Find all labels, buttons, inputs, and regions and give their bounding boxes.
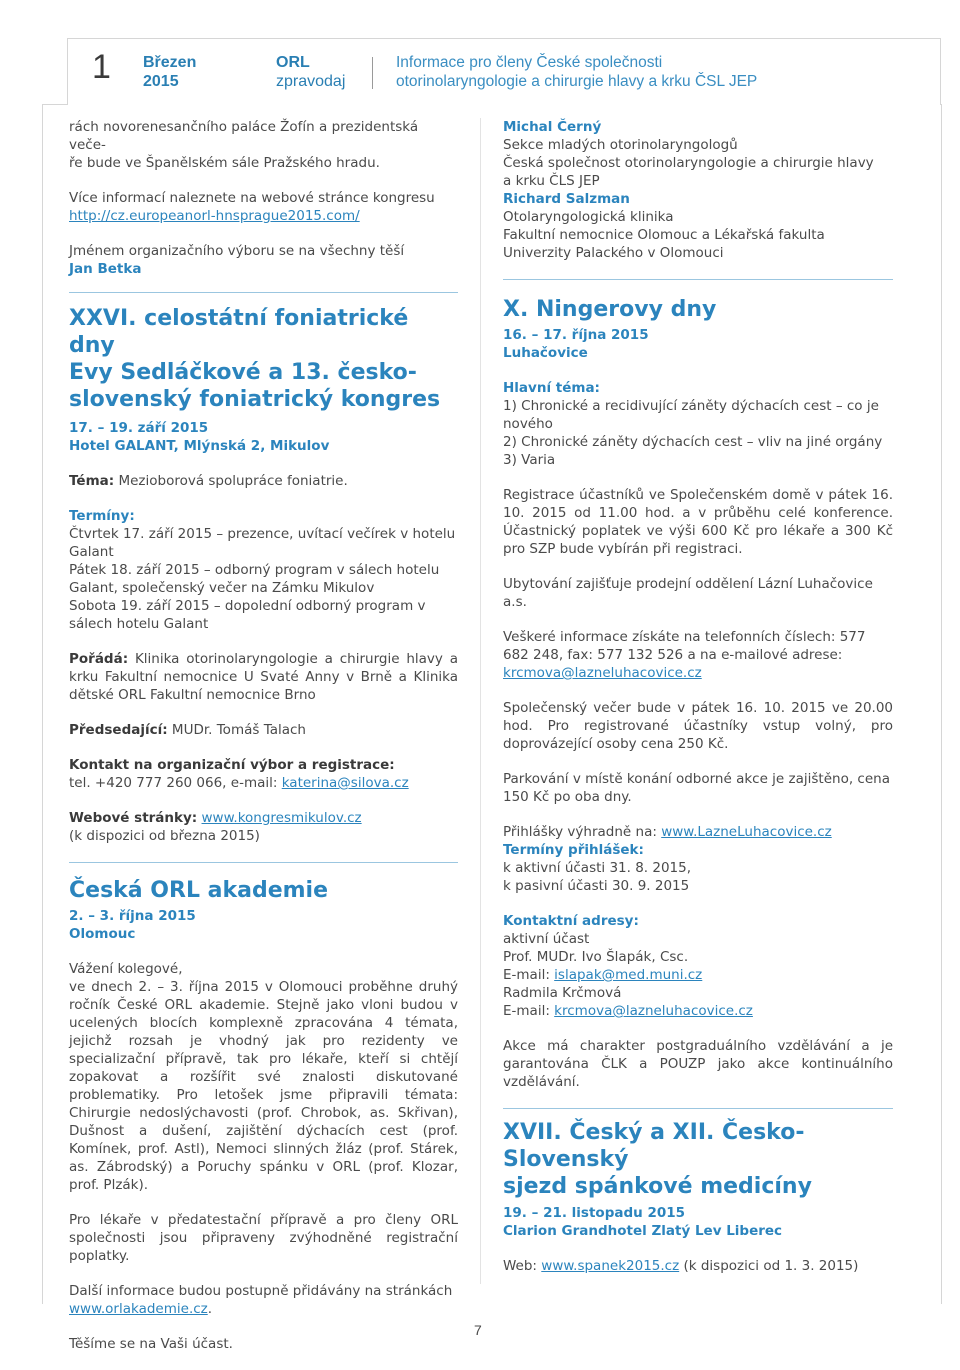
page-number: 7 (474, 1322, 482, 1338)
congress-link[interactable]: http://cz.europeanorl-hnsprague2015.com/ (69, 208, 360, 224)
congress-chair: Předsedající: MUDr. Tomáš Talach (69, 722, 306, 738)
academy-title: Česká ORL akademie (69, 878, 328, 903)
congress-dates-venue: 17. – 19. září 2015 Hotel GALANT, Mlýnská 2, Mikulov (69, 420, 330, 454)
divider (503, 1108, 893, 1109)
slapak-email-link[interactable]: islapak@med.muni.cz (554, 967, 703, 983)
congress-web-link[interactable]: www.kongresmikulov.cz (201, 810, 362, 826)
signature-name: Jan Betka (69, 261, 142, 277)
ningerovy-theme: Hlavní téma: 1) Chronické a recidivující záněty dýchacích cest – co je nového 2) Chronické záněty dýchacích cest – vliv na jiné orgány 3) Varia (503, 380, 883, 468)
ningerovy-contacts: Kontaktní adresy: aktivní účast Prof. MUDr. Ivo Šlapák, Csc. E-mail: islapak@med.muni.cz Radmila Krčmová E-mail: krcmova@lazneluhacovice.cz (503, 913, 753, 1019)
academy-dates: 2. – 3. října 2015 Olomouc (69, 908, 196, 942)
congress-title: XXVI. celostátní foniatrické dny Evy Sedláčkové a 13. česko- slovenský foniatrický kongres (69, 306, 441, 412)
academy-link[interactable]: www.orlakademie.cz (69, 1301, 208, 1317)
frame-left (42, 104, 43, 1304)
column-divider (480, 118, 481, 1284)
signature-block: Jménem organizačního výboru se na všechny těší Jan Betka (69, 243, 405, 277)
sleep-congress-dates: 19. – 21. listopadu 2015 Clarion Grandhotel Zlatý Lev Liberec (503, 1205, 783, 1239)
ningerovy-postgrad: Akce má charakter postgraduálního vzdělávání a je garantována ČLK a POUZP jako akce kontinuálního vzdělávání. (503, 1038, 893, 1090)
header-divider (372, 57, 373, 89)
issue-number: 1 (92, 48, 111, 86)
divider (503, 279, 893, 280)
academy-more: Další informace budou postupně přidávány na stránkách www.orlakademie.cz. (69, 1283, 453, 1317)
header-info: Informace pro členy České společnosti otorinolaryngologie a chirurgie hlavy a krku ČSL JEP (396, 54, 758, 90)
divider (69, 292, 458, 293)
ningerovy-title: X. Ningerovy dny (503, 297, 717, 322)
sleep-congress-title: XVII. Český a XII. Česko-Slovenský sjezd spánkové medicíny (503, 1120, 812, 1199)
ningerovy-phones: Veškeré informace získáte na telefonních číslech: 577 682 248, fax: 577 132 526 a na e-mailové adrese: krcmova@lazneluhacovice.cz (503, 629, 866, 681)
congress-topic: Téma: Mezioborová spolupráce foniatrie. (69, 473, 348, 489)
frame-top-left (42, 104, 68, 105)
sleep-web-link[interactable]: www.spanek2015.cz (541, 1258, 680, 1274)
ningerovy-registration: Registrace účastníků ve Společenském domě v pátek 16. 10. 2015 od 11.00 hod. a v průběhu celé konference. Účastnický poplatek ve výši 600 Kč pro lékaře a 300 Kč pro SZP bude vybírán při registraci. (503, 487, 893, 557)
frame-right (941, 104, 942, 1304)
divider (69, 862, 458, 863)
sleep-congress-web: Web: www.spanek2015.cz (k dispozici od 1. 3. 2015) (503, 1258, 859, 1274)
congress-terms: Termíny: Čtvrtek 17. září 2015 – prezence, uvítací večírek v hotelu Galant Pátek 18. září 2015 – odborný program v sálech hotelu Galant, společenský večer na Zámku Mikulov Sobota 19. září 2015 – dopolední odborný program v sálech hotelu Galant (69, 508, 456, 632)
krcmova-email-link[interactable]: krcmova@lazneluhacovice.cz (554, 1003, 753, 1019)
ningerovy-evening: Společenský večer bude v pátek 16. 10. 2015 ve 20.00 hod. Pro registrované účastníky vstup volný, pro doprovázející osoby cena 250 Kč. (503, 700, 893, 752)
left-column (69, 118, 458, 1370)
signatures: Michal Černý Sekce mladých otorinolaryngologů Česká společnost otorinolaryngologie a chirurgie hlavy a krku ČLS JEP Richard Salzman Otolaryngologická klinika Fakultní nemocnice Olomouc a Lékařská fakulta Univerzity Palackého v Olomouci (503, 119, 874, 261)
publication-name: ORL zpravodaj (276, 54, 346, 90)
congress-web: Webové stránky: www.kongresmikulov.cz (k dispozici od března 2015) (69, 810, 362, 844)
congress-contact: Kontakt na organizační výbor a registrace: tel. +420 777 260 066, e-mail: katerina@silova.cz (69, 757, 409, 791)
ningerovy-parking: Parkování v místě konání odborné akce je zajištěno, cena 150 Kč po oba dny. (503, 771, 890, 805)
ningerovy-email-link[interactable]: krcmova@lazneluhacovice.cz (503, 665, 702, 681)
ningerovy-accommodation: Ubytování zajišťuje prodejní oddělení Lázní Luhačovice a.s. (503, 576, 873, 610)
academy-closing: Těšíme se na Vaši účast. (69, 1336, 233, 1352)
academy-body: Vážení kolegové, ve dnech 2. – 3. října 2015 v Olomouci proběhne druhý ročník České ORL akademie. Stejně jako vloni budou v ucelených blocích komplexně zpracována 4 témata, jejichž rozsah je vhodný jak pro rezidenty ve specializační přípravě, tak pro lékaře, kteří si chtějí zopakovat a rozšířit své znalosti diskutované problematiky. Pro letošek jsme připravili témata: Chirurgie nedoslýchavosti (prof. Chrobok, as. Skřivan), Dušnost a dušení, zajištění dýchacích cest (prof. Komínek, prof. Astl), Nemoci slinných žláz (prof. Stárek, as. Zábrodský) a Poruchy spánku v ORL (prof. Klozar, prof. Plzák). (69, 961, 458, 1193)
applications-link[interactable]: www.LazneLuhacovice.cz (661, 824, 832, 840)
more-info-paragraph: Více informací naleznete na webové stránce kongresu http://cz.europeanorl-hnsprague2015.com/ (69, 190, 435, 224)
contact-email-link[interactable]: katerina@silova.cz (281, 775, 409, 791)
issue-date: Březen 2015 (143, 54, 197, 90)
ningerovy-applications: Přihlášky výhradně na: www.LazneLuhacovice.cz Termíny přihlášek: k aktivní účasti 31. 8. 2015, k pasivní účasti 30. 9. 2015 (503, 824, 832, 894)
congress-organizer: Pořádá: Klinika otorinolaryngologie a chirurgie hlavy a krku Fakultní nemocnice U Svaté Anny v Brně a Klinika dětské ORL Fakultní nemocnice Brno (69, 651, 458, 703)
intro-paragraph: rách novorenesančního paláce Žofín a prezidentská veče- ře bude ve Španělském sále Pražského hradu. (69, 119, 419, 171)
ningerovy-dates: 16. – 17. října 2015 Luhačovice (503, 327, 649, 361)
academy-fees: Pro lékaře v předatestační přípravě a pro členy ORL společnosti jsou připraveny zvýhodněné registrační poplatky. (69, 1212, 458, 1264)
right-column (503, 118, 893, 1292)
